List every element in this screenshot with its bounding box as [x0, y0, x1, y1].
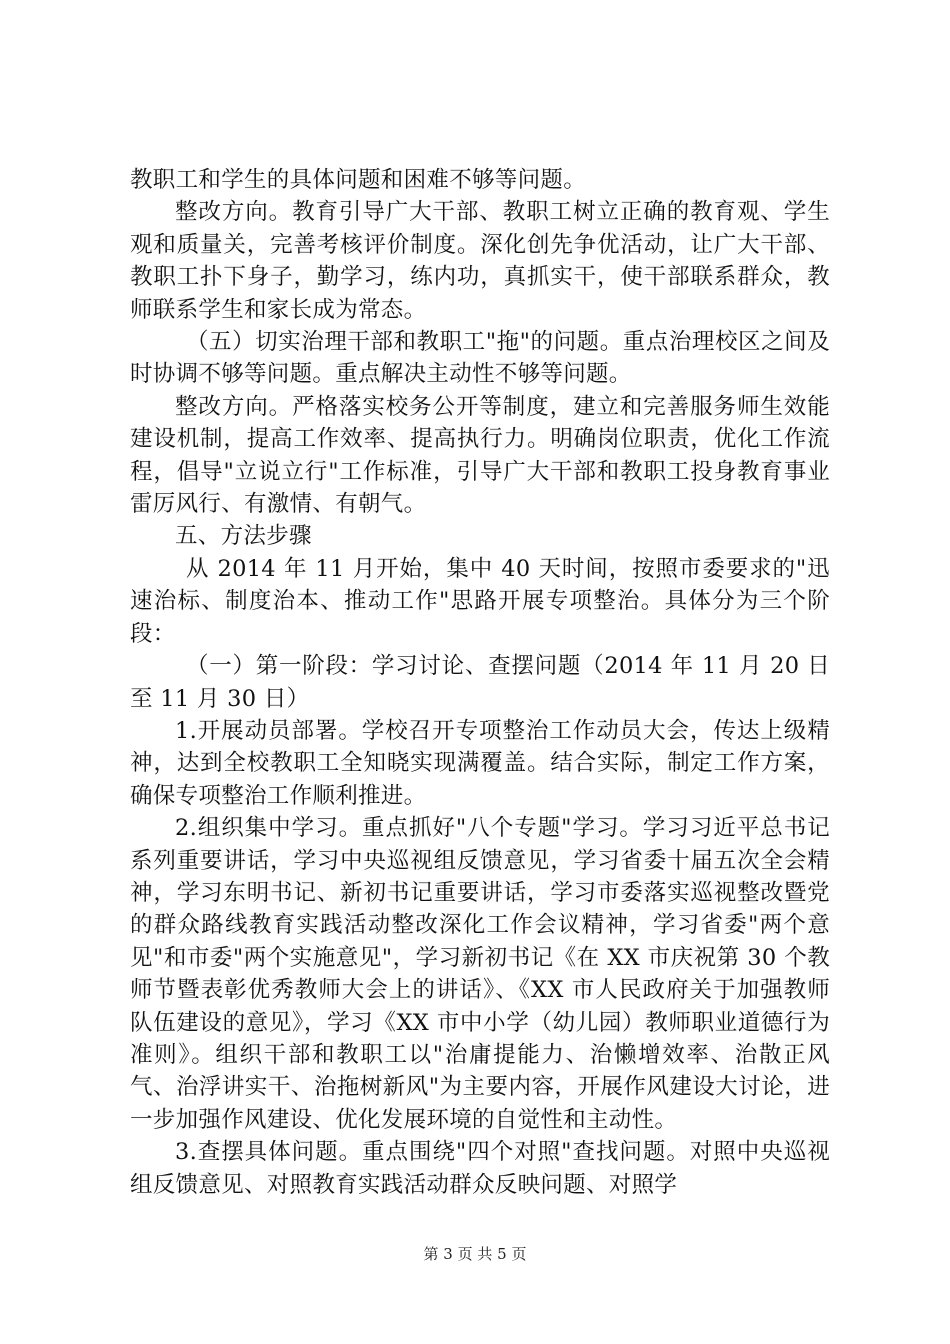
paragraph-section-5-drag: （五）切实治理干部和教职工"拖"的问题。重点治理校区之间及时协调不够等问题。重点解决主动性不够等问题。: [130, 329, 830, 388]
paragraph-item-2: 2.组织集中学习。重点抓好"八个专题"学习。学习习近平总书记系列重要讲话，学习中央巡视组反馈意见，学习省委十届五次全会精神，学习东明书记、新初书记重要讲话，学习市委落实巡视整改暨党的群众路线教育实践活动整改深化工作会议精神，学习省委"两个意见"和市委"两个实施意见"，学习新初书记《在 XX 市庆祝第 30 个教师节暨表彰优秀教师大会上的讲话》、《XX 市人民政府关于加强教师队伍建设的意见》，学习《XX 市中小学（幼儿园）教师职业道德行为准则》。组织干部和教职工以"治庸提能力、治懒增效率、治散正风气、治浮讲实干、治拖树新风"为主要内容，开展作风建设大讨论，进一步加强作风建设、优化发展环境的自觉性和主动性。: [130, 815, 830, 1133]
heading-methods-steps: 五、方法步骤: [175, 523, 312, 550]
paragraph-rectification-direction-1: 整改方向。教育引导广大干部、教职工树立正确的教育观、学生观和质量关，完善考核评价制度。深化创先争优活动，让广大干部、教职工扑下身子，勤学习，练内功，真抓实干，使干部联系群众，教师联系学生和家长成为常态。: [130, 199, 830, 323]
page-number-footer: 第 3 页 共 5 页: [423, 1245, 527, 1263]
paragraph-schedule-intro: 从 2014 年 11 月开始，集中 40 天时间，按照市委要求的"迅速治标、制度治本、推动工作"思路开展专项整治。具体分为三个阶段：: [130, 555, 830, 647]
document-body: [130, 164, 830, 1201]
paragraph-rectification-direction-2: 整改方向。严格落实校务公开等制度，建立和完善服务师生效能建设机制，提高工作效率、提高执行力。明确岗位职责，优化工作流程，倡导"立说立行"工作标准，引导广大干部和教职工投身教育事业雷厉风行、有激情、有朝气。: [130, 393, 830, 518]
paragraph-item-1: 1.开展动员部署。学校召开专项整治工作动员大会，传达上级精神，达到全校教职工全知晓实现满覆盖。结合实际，制定工作方案，确保专项整治工作顺利推进。: [130, 717, 830, 809]
paragraph-phase-one-heading: （一）第一阶段：学习讨论、查摆问题（2014 年 11 月 20 日至 11 月 30 日）: [130, 653, 830, 712]
paragraph-continuation: 教职工和学生的具体问题和困难不够等问题。: [130, 167, 587, 193]
paragraph-item-3: 3.查摆具体问题。重点围绕"四个对照"查找问题。对照中央巡视组反馈意见、对照教育实践活动群众反映问题、对照学: [130, 1139, 830, 1198]
